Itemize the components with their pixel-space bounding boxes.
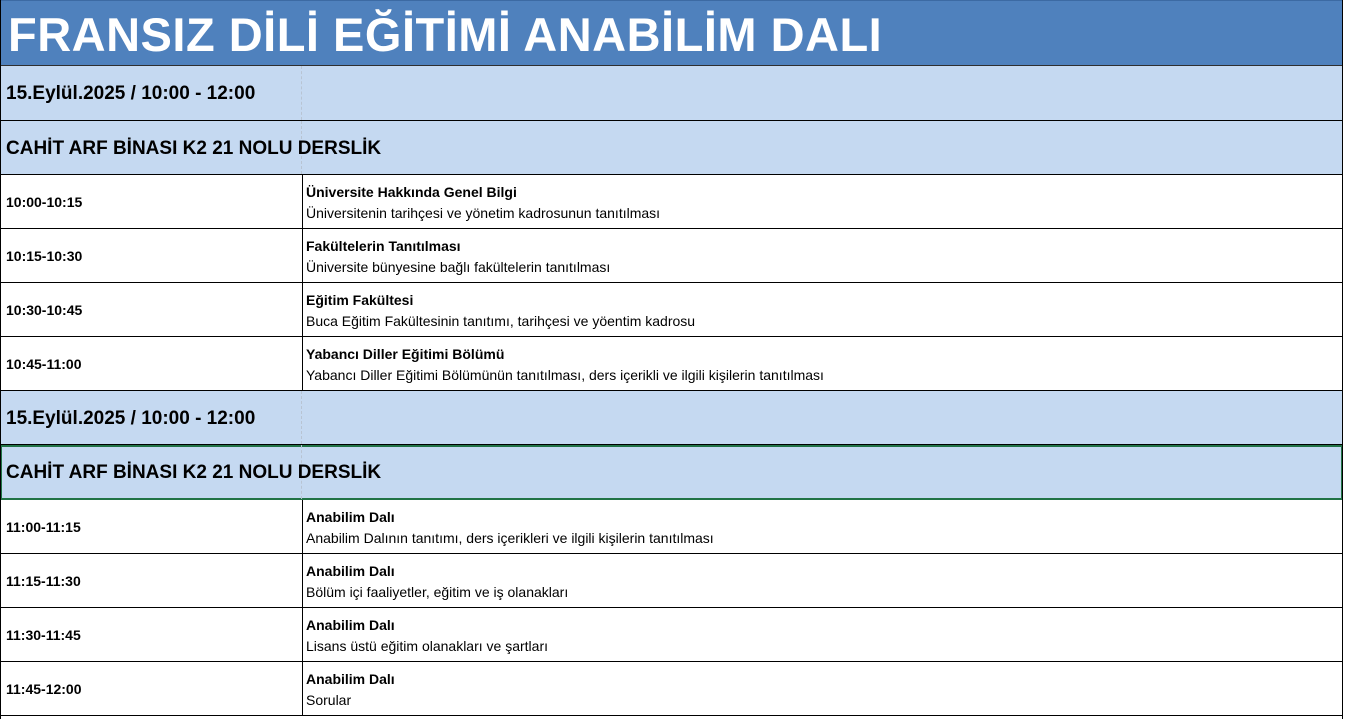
agenda-description: Anabilim Dalının tanıtımı, ders içerikleri ve ilgili kişilerin tanıtılması	[306, 530, 714, 546]
time-slot: 11:30-11:45	[6, 626, 81, 643]
agenda-description: Üniversite bünyesine bağlı fakültelerin tanıtılması	[306, 259, 611, 275]
agenda-heading: Anabilim Dalı	[306, 563, 395, 579]
cell-divider	[302, 662, 303, 715]
session-location-text: CAHİT ARF BİNASI K2 21 NOLU DERSLİK	[6, 462, 382, 483]
table-row[interactable]	[0, 283, 1343, 337]
agenda-content	[306, 615, 1339, 657]
agenda-heading: Anabilim Dalı	[306, 617, 395, 633]
time-slot: 10:00-10:15	[6, 193, 83, 210]
session-date-row[interactable]	[0, 66, 1343, 121]
time-slot: 11:15-11:30	[6, 572, 81, 589]
page-title: FRANSIZ DİLİ EĞİTİMİ ANABİLİM DALI	[8, 8, 883, 61]
cell-divider	[302, 500, 303, 553]
agenda-content	[306, 182, 1339, 224]
agenda-content	[306, 507, 1339, 549]
table-row[interactable]	[0, 229, 1343, 283]
table-row[interactable]	[0, 608, 1343, 662]
agenda-description: Üniversitenin tarihçesi ve yönetim kadrosunun tanıtılması	[306, 205, 661, 221]
table-row[interactable]	[0, 554, 1343, 608]
sheet-right-border	[1342, 0, 1343, 719]
agenda-heading: Fakültelerin Tanıtılması	[306, 238, 461, 254]
agenda-description: Sorular	[306, 692, 352, 708]
cell-divider	[302, 608, 303, 661]
time-slot: 10:15-10:30	[6, 247, 83, 264]
time-slot: 10:45-11:00	[6, 355, 82, 372]
cell-divider	[302, 175, 303, 228]
agenda-description: Lisans üstü eğitim olanakları ve şartları	[306, 638, 548, 654]
table-row[interactable]	[0, 175, 1343, 229]
title-cell[interactable]	[0, 0, 1343, 66]
session-date-text: 15.Eylül.2025 / 10:00 - 12:00	[6, 83, 256, 104]
agenda-heading: Yabancı Diller Eğitimi Bölümü	[306, 346, 505, 362]
agenda-heading: Anabilim Dalı	[306, 509, 395, 525]
agenda-content	[306, 290, 1339, 332]
cell-divider	[302, 554, 303, 607]
sheet-left-border	[0, 0, 1, 719]
agenda-heading: Eğitim Fakültesi	[306, 292, 414, 308]
session-location-row[interactable]	[0, 445, 1343, 500]
cell-divider	[302, 229, 303, 282]
session-location-row[interactable]	[0, 121, 1343, 175]
time-slot: 11:00-11:15	[6, 518, 81, 535]
agenda-heading: Üniversite Hakkında Genel Bilgi	[306, 184, 517, 200]
agenda-content	[306, 236, 1339, 278]
table-row[interactable]	[0, 662, 1343, 716]
cell-divider	[302, 283, 303, 336]
session-location-text: CAHİT ARF BİNASI K2 21 NOLU DERSLİK	[6, 138, 382, 159]
agenda-description: Yabancı Diller Eğitimi Bölümünün tanıtılması, ders içerikli ve ilgili kişilerin tanıtılması	[306, 367, 824, 383]
time-slot: 10:30-10:45	[6, 301, 83, 318]
table-row[interactable]	[0, 500, 1343, 554]
table-row[interactable]	[0, 337, 1343, 391]
time-slot: 11:45-12:00	[6, 680, 82, 697]
session-date-row[interactable]	[0, 391, 1343, 445]
cell-divider	[302, 337, 303, 390]
agenda-description: Bölüm içi faaliyetler, eğitim ve iş olanakları	[306, 584, 569, 600]
agenda-content	[306, 669, 1339, 711]
agenda-description: Buca Eğitim Fakültesinin tanıtımı, tarihçesi ve yöentim kadrosu	[306, 313, 696, 329]
agenda-heading: Anabilim Dalı	[306, 671, 395, 687]
session-date-text: 15.Eylül.2025 / 10:00 - 12:00	[6, 408, 256, 429]
agenda-content	[306, 561, 1339, 603]
agenda-content	[306, 344, 1339, 386]
